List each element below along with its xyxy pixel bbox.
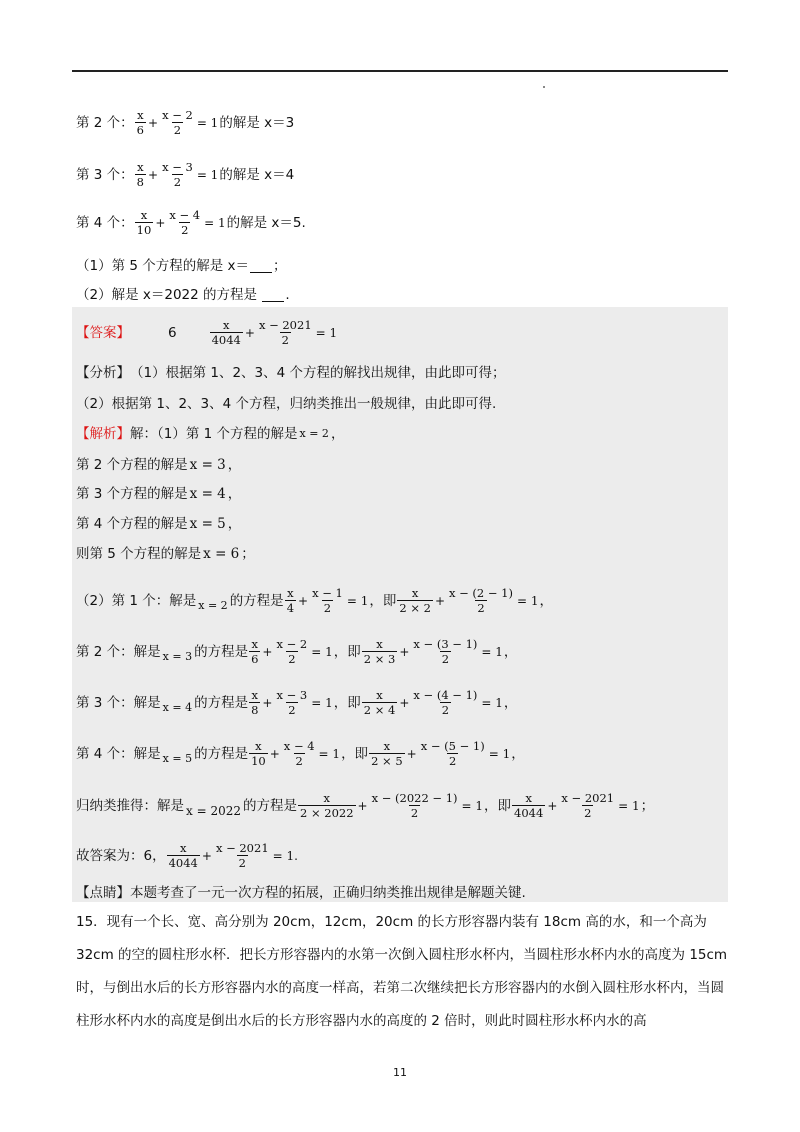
answer-blank (262, 289, 284, 302)
fraction: $\frac{x}{8}$ (136, 160, 144, 189)
solution-row-4: 第 4 个方程的解是 x = 5 ， (76, 516, 242, 532)
fraction: $\frac{x - (5 - 1)}{2}$ (420, 739, 485, 768)
equation-solution: 的解是 x＝5. (226, 214, 306, 231)
answer-blank (250, 260, 272, 273)
header-rule (72, 70, 728, 72)
fraction: $\frac{x}{2 \times 2022}$ (300, 791, 354, 820)
solution-part2-row-4: 第 4 个：解是 x = 5 的方程是 $\frac{x}{10}$ + $\frac{x - 4}{2}$ = 1 ，即 $\frac{x}{2 \times 5}$ + $\frac{x - (5 - 1)}{2}$ = 1 ， (76, 739, 525, 768)
fraction: $\frac{x}{2 \times 5}$ (371, 739, 403, 768)
question-2: （2）解是 x＝2022 的方程是 . (76, 287, 290, 303)
fraction: $\frac{x}{10}$ (136, 208, 152, 237)
comment-tag: 【点睛】 (76, 885, 130, 901)
answer-line: 【答案】 6 $\frac{x}{4044}$ + $\frac{x - 2021}{2}$ = 1 (76, 318, 338, 347)
equation-label: 第 3 个： (76, 166, 134, 183)
question-1: （1）第 5 个方程的解是 x＝ ； (76, 258, 287, 274)
fraction: $\frac{x}{4044}$ (211, 318, 241, 347)
comment-line: 【点睛】 本题考查了一元一次方程的拓展，正确归纳类推出规律是解题关键. (76, 885, 526, 901)
solution-induction: 归纳类推得：解是 x = 2022 的方程是 $\frac{x}{2 \times 2022}$ + $\frac{x - (2022 - 1)}{2}$ = 1 ，即 $\frac{x}{4044}$ + $\frac{x - 2021}{2}$ = 1 ； (76, 791, 655, 820)
header-dot (543, 86, 545, 88)
intro-equation-2: 第 2 个： $\frac{x}{6}$ + $\frac{x - 2}{2}$ = 1 的解是 x＝3 (76, 108, 295, 137)
solution-tag: 【解析】 (76, 426, 130, 442)
equation-label: 第 4 个： (76, 214, 134, 231)
fraction: $\frac{x - 3}{2}$ (162, 160, 193, 189)
intro-equation-3: 第 3 个： $\frac{x}{8}$ + $\frac{x - 3}{2}$ = 1 的解是 x＝4 (76, 160, 295, 189)
fraction: $\frac{x - (2 - 1)}{2}$ (449, 586, 513, 615)
fraction: $\frac{x}{6}$ (136, 108, 144, 137)
fraction: $\frac{x}{2 \times 4}$ (363, 688, 396, 717)
analysis-line-2: （2）根据第 1、2、3、4 个方程，归纳类推出一般规律，由此即可得. (76, 396, 497, 412)
fraction: $\frac{x - 2}{2}$ (276, 637, 308, 666)
intro-equation-4: 第 4 个： $\frac{x}{10}$ + $\frac{x - 4}{2}$ = 1 的解是 x＝5. (76, 208, 306, 237)
equation-solution: 的解是 x＝3 (219, 114, 295, 131)
fraction: $\frac{x}{2 \times 3}$ (363, 637, 396, 666)
fraction: $\frac{x - 4}{2}$ (169, 208, 201, 237)
fraction: $\frac{x - 2021}{2}$ (258, 318, 312, 347)
fraction: $\frac{x - 3}{2}$ (276, 688, 308, 717)
solution-row-5: 则第 5 个方程的解是 x = 6 ； (76, 546, 255, 562)
fraction: $\frac{x}{6}$ (251, 637, 259, 666)
problem-15: 15．现有一个长、宽、高分别为 20cm，12cm，20cm 的长方形容器内装有 18cm 高的水，和一个高为 32cm 的空的圆柱形水杯．把长方形容器内的水第一次倒入圆柱形水杯内，当圆柱形水杯内水的高度为 15cm 时，与倒出水后的长方形容器内水的高度一样高，若第二次继续把长方形容器内的水倒入圆柱形水杯内，当圆柱形水杯内水的高度是倒出水后的长方形容器内水的高度的 2 倍时，则此时圆柱形水杯内水的高 (76, 914, 728, 1029)
solution-part2-row-2: 第 2 个：解是 x = 3 的方程是 $\frac{x}{6}$ + $\frac{x - 2}{2}$ = 1 ，即 $\frac{x}{2 \times 3}$ + $\frac{x - (3 - 1)}{2}$ = 1 ， (76, 637, 518, 666)
fraction: $\frac{x - 2021}{2}$ (561, 791, 615, 820)
fraction: $\frac{x}{8}$ (251, 688, 259, 717)
fraction: $\frac{x - 2}{2}$ (162, 108, 193, 137)
solution-part2-row-3: 第 3 个：解是 x = 4 的方程是 $\frac{x}{8}$ + $\frac{x - 3}{2}$ = 1 ，即 $\frac{x}{2 \times 4}$ + $\frac{x - (4 - 1)}{2}$ = 1 ， (76, 688, 518, 717)
fraction: $\frac{x - 1}{2}$ (312, 586, 343, 615)
answer-value-1: 6 (168, 324, 177, 341)
fraction: $\frac{x - 2021}{2}$ (215, 841, 269, 870)
answer-tag: 【答案】 (76, 324, 130, 341)
fraction: $\frac{x}{4044}$ (514, 791, 544, 820)
fraction: $\frac{x}{4}$ (286, 586, 295, 615)
fraction: $\frac{x - (3 - 1)}{2}$ (413, 637, 478, 666)
fraction: $\frac{x - (4 - 1)}{2}$ (413, 688, 478, 717)
fraction: $\frac{x}{10}$ (251, 739, 266, 768)
solution-row-2: 第 2 个方程的解是 x = 3 ， (76, 457, 242, 473)
fraction: $\frac{x}{4044}$ (168, 841, 198, 870)
analysis-tag: 【分析】 (76, 365, 130, 381)
equation-solution: 的解是 x＝4 (219, 166, 295, 183)
fraction: $\frac{x}{2 \times 2}$ (399, 586, 431, 615)
fraction: $\frac{x - 4}{2}$ (283, 739, 315, 768)
fraction: $\frac{x - (2022 - 1)}{2}$ (371, 791, 458, 820)
solution-final: 故答案为：6， $\frac{x}{4044}$ + $\frac{x - 2021}{2}$ = 1. (76, 841, 298, 870)
page-number: 11 (393, 1066, 407, 1079)
solution-line-1: 【解析】 解：（1）第 1 个方程的解是 x = 2 ， (76, 426, 345, 442)
solution-part2-row-1: （2）第 1 个：解是 x = 2 的方程是 $\frac{x}{4}$ + $\frac{x - 1}{2}$ = 1 ，即 $\frac{x}{2 \times 2}$ + $\frac{x - (2 - 1)}{2}$ = 1 ， (76, 586, 554, 615)
equation-label: 第 2 个： (76, 114, 134, 131)
solution-row-3: 第 3 个方程的解是 x = 4 ， (76, 486, 242, 502)
analysis-line-1: 【分析】 （1）根据第 1、2、3、4 个方程的解找出规律，由此即可得； (76, 365, 506, 381)
